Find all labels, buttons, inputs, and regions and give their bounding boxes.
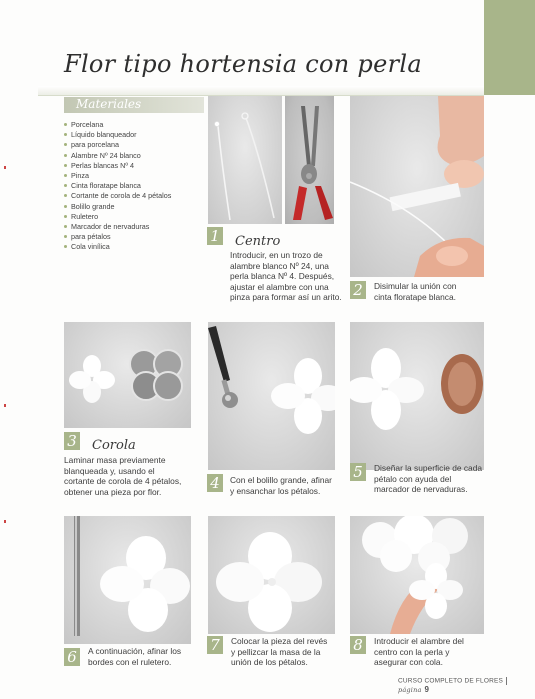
scan-edge-mark [4, 404, 6, 407]
material-item: Cinta floratape blanca [64, 181, 208, 191]
material-item: Bolillo grande [64, 202, 208, 212]
title-rule [38, 86, 484, 96]
materials-heading-text: Materiales [76, 97, 142, 111]
scan-edge-mark [4, 166, 6, 169]
pinch-petals-illustration [208, 516, 335, 634]
step-title-centro: Centro [235, 234, 281, 249]
step-title-corola: Corola [92, 438, 136, 453]
scan-edge-mark [4, 520, 6, 523]
photo-cutter-corolla [64, 322, 191, 428]
photo-ruler-tool [64, 516, 191, 644]
step-number: 4 [207, 474, 223, 492]
step-line: obtener una pieza por flor. [64, 486, 162, 497]
step-line: perla blanca Nº 4. Después, [230, 271, 335, 282]
material-item: Marcador de nervaduras [64, 222, 208, 232]
page-title: Flor tipo hortensia con perla [64, 50, 422, 78]
material-item: Pinza [64, 171, 208, 181]
step-3-text [64, 455, 181, 497]
material-item-cont: para pétalos [64, 232, 208, 242]
wire-illustration [208, 96, 282, 224]
step-line: cortante de corola de 4 pétalos, [64, 476, 182, 487]
step-8-text [374, 636, 464, 668]
step-number: 8 [350, 636, 366, 654]
footer-page-label: página [398, 686, 422, 694]
photo-finished-hydrangea [350, 516, 484, 634]
material-item: Perlas blancas Nº 4 [64, 161, 208, 171]
step-line: blanqueada y, usando el [64, 465, 155, 476]
step-7-text [231, 636, 327, 668]
step-number: 3 [64, 432, 80, 450]
step-1-text [230, 250, 342, 303]
material-item: Alambre Nº 24 blanco [64, 151, 208, 161]
step-line: Colocar la pieza del revés [231, 636, 328, 646]
hydrangea-illustration [350, 516, 484, 634]
photo-floratape-hands [350, 96, 484, 277]
corner-color-tab [484, 0, 535, 95]
photo-ball-tool [208, 322, 335, 470]
step-5-text [374, 463, 482, 495]
page-footer [398, 677, 535, 694]
materials-list [64, 120, 208, 253]
step-line: Introducir el alambre del [374, 636, 464, 646]
step-number: 6 [64, 648, 80, 666]
step-4-text [230, 475, 332, 496]
step-line: alambre blanco Nº 24, una [230, 260, 329, 271]
hands-illustration [350, 96, 484, 277]
step-line: pinza para formar así un arito. [230, 292, 342, 303]
photo-vein-marker [350, 322, 484, 470]
step-line: ajustar el alambre con una [230, 281, 329, 292]
ruler-tool-illustration [64, 516, 191, 644]
photo-pliers [285, 96, 334, 224]
step-2-text [374, 281, 456, 302]
step-number: 7 [207, 636, 223, 654]
step-line: marcador de nervaduras. [374, 484, 468, 495]
photo-pinch-petals [208, 516, 335, 634]
step-line: Introducir, en un trozo de [230, 250, 323, 260]
vein-marker-illustration [350, 322, 484, 470]
material-item: Cortante de corola de 4 pétalos [64, 191, 208, 201]
material-item: Ruletero [64, 212, 208, 222]
footer-divider [506, 677, 507, 685]
step-number: 1 [207, 227, 223, 245]
step-line: Laminar masa previamente [64, 455, 166, 465]
step-line: y ensanchar los pétalos. [230, 485, 321, 496]
step-line: Diseñar la superficie de cada [374, 463, 483, 473]
step-line: Disimular la unión con [374, 281, 457, 291]
step-line: centro con la perla y [374, 646, 450, 657]
step-line: y pellizcar la masa de la [231, 646, 321, 657]
step-line: pétalo con ayuda del [374, 473, 452, 484]
material-item-cont: para porcelana [64, 140, 208, 150]
step-number: 2 [350, 281, 366, 299]
step-6-text [88, 646, 181, 667]
footer-publication: CURSO COMPLETO DE FLORES [398, 677, 504, 685]
material-item: Líquido blanqueador [64, 130, 208, 140]
step-line: asegurar con cola. [374, 657, 443, 668]
material-item: Porcelana [64, 120, 208, 130]
step-number: 5 [350, 463, 366, 481]
ball-tool-illustration [208, 322, 335, 470]
step-line: unión de los pétalos. [231, 657, 308, 668]
step-line: bordes con el ruletero. [88, 656, 172, 667]
material-item: Cola vinílica [64, 242, 208, 252]
step-line: Con el bolillo grande, afinar [230, 475, 332, 485]
step-line: A continuación, afinar los [88, 646, 182, 656]
photo-wire-rings [208, 96, 282, 224]
footer-page-number: 9 [424, 685, 430, 694]
materials-heading [64, 97, 204, 113]
corolla-illustration [64, 322, 191, 428]
pliers-icon [285, 96, 334, 224]
step-line: cinta floratape blanca. [374, 291, 456, 302]
